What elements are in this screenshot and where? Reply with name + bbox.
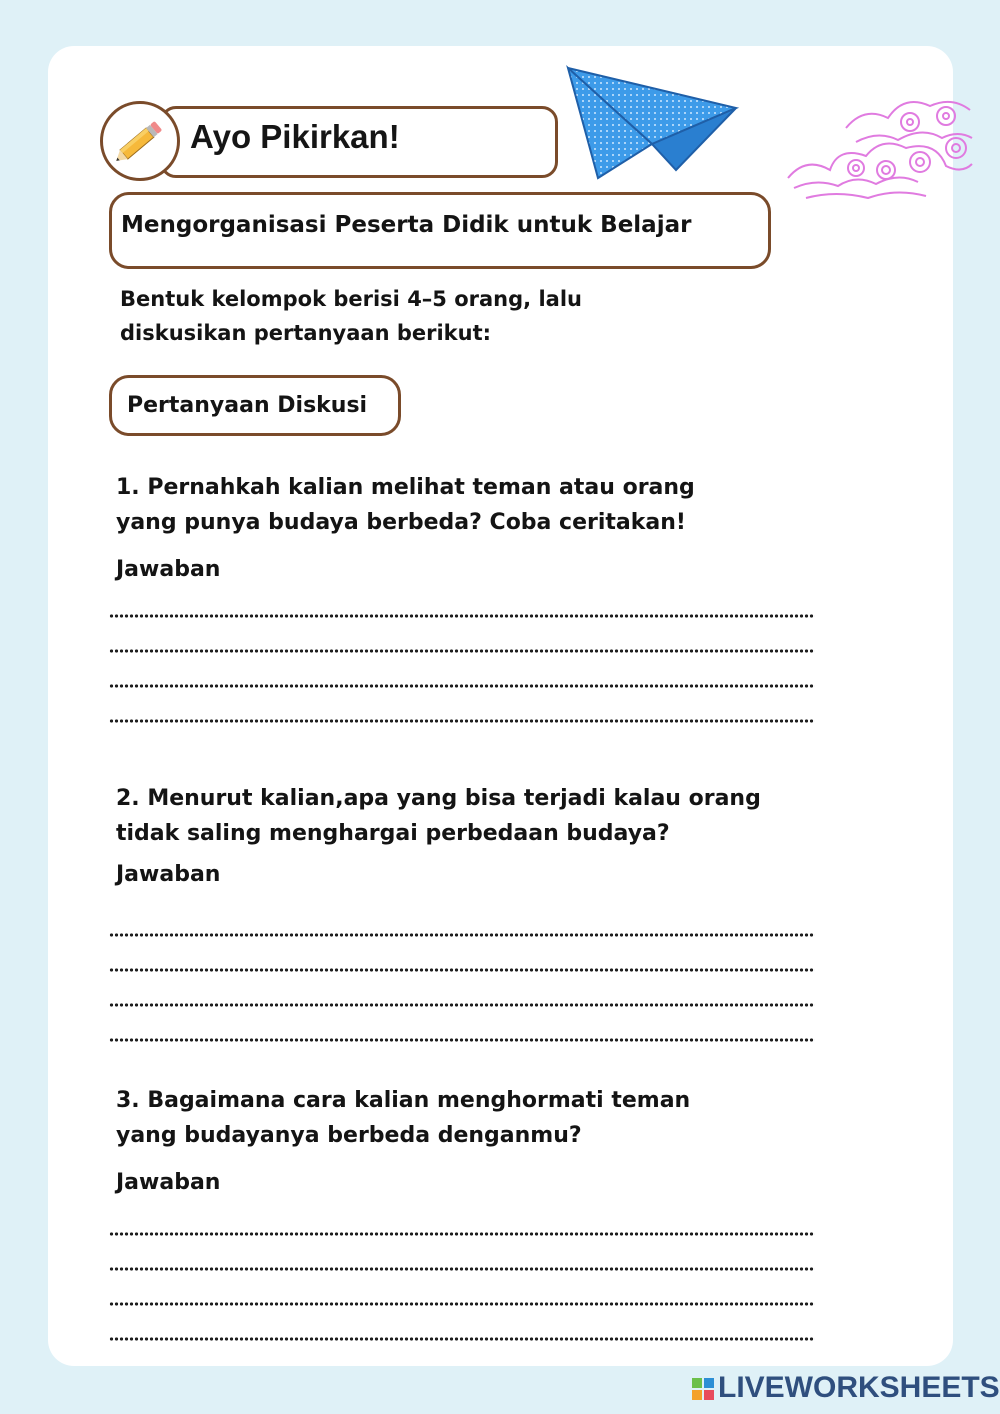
question-1-line-1: 1. Pernahkah kalian melihat teman atau orang bbox=[116, 475, 695, 500]
answer-line[interactable] bbox=[109, 1266, 815, 1272]
brand-footer[interactable]: LIVEWORKSHEETS bbox=[718, 1371, 1000, 1404]
discussion-label: Pertanyaan Diskusi bbox=[127, 393, 368, 418]
answer-line[interactable] bbox=[109, 648, 815, 654]
paper-plane-icon bbox=[562, 62, 742, 186]
cloud-icon bbox=[786, 86, 976, 214]
answer-line[interactable] bbox=[109, 613, 815, 619]
answer-line[interactable] bbox=[109, 1301, 815, 1307]
liveworksheets-logo-icon bbox=[692, 1378, 714, 1400]
answer-label-3: Jawaban bbox=[116, 1170, 221, 1195]
answer-line[interactable] bbox=[109, 967, 815, 973]
pencil-badge bbox=[100, 101, 180, 181]
instruction-line-1: Bentuk kelompok berisi 4–5 orang, lalu bbox=[120, 287, 582, 311]
question-2-line-1: 2. Menurut kalian,apa yang bisa terjadi kalau orang bbox=[116, 786, 761, 811]
answer-line[interactable] bbox=[109, 1336, 815, 1342]
instruction-line-2: diskusikan pertanyaan berikut: bbox=[120, 321, 492, 345]
answer-line[interactable] bbox=[109, 1037, 815, 1043]
section-title: Mengorganisasi Peserta Didik untuk Belajar bbox=[121, 212, 692, 238]
answer-label-2: Jawaban bbox=[116, 862, 221, 887]
question-1-line-2: yang punya budaya berbeda? Coba ceritakan! bbox=[116, 510, 686, 535]
answer-line[interactable] bbox=[109, 1231, 815, 1237]
answer-line[interactable] bbox=[109, 1002, 815, 1008]
question-3-line-1: 3. Bagaimana cara kalian menghormati teman bbox=[116, 1088, 691, 1113]
answer-label-1: Jawaban bbox=[116, 557, 221, 582]
pencil-icon bbox=[103, 104, 177, 178]
question-3-line-2: yang budayanya berbeda denganmu? bbox=[116, 1123, 582, 1148]
answer-line[interactable] bbox=[109, 683, 815, 689]
page-title: Ayo Pikirkan! bbox=[190, 118, 400, 155]
answer-line[interactable] bbox=[109, 718, 815, 724]
answer-line[interactable] bbox=[109, 932, 815, 938]
question-2-line-2: tidak saling menghargai perbedaan budaya? bbox=[116, 821, 670, 846]
